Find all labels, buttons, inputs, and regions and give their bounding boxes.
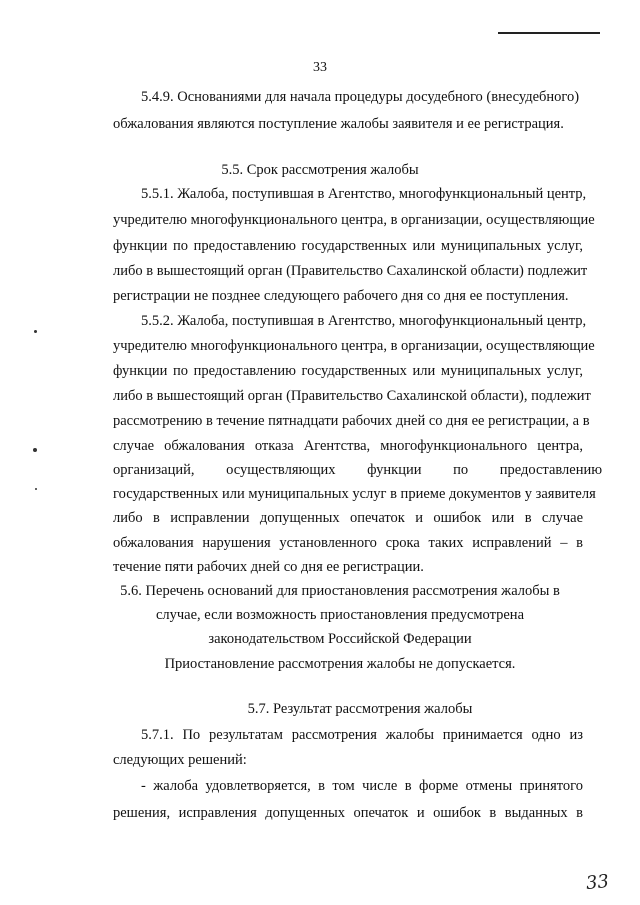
scan-speck [34,330,37,333]
text-line: случае обжалования отказа Агентства, многофункционального центра, [113,438,583,454]
text-line: функции по предоставлению государственных или муниципальных услуг, [113,238,583,254]
text-line: течение пяти рабочих дней со дня ее регистрации. [113,559,424,575]
text-line: функции по предоставлению государственных или муниципальных услуг, [113,363,583,379]
text-line: регистрации не позднее следующего рабочего дня со дня ее поступления. [113,288,569,304]
text-line: 5.5.1. Жалоба, поступившая в Агентство, многофункциональный центр, [141,186,587,202]
page-number: 33 [313,60,327,75]
text-line: организаций, осуществляющих функции по предоставлению [113,462,603,478]
text-line: 5.5.2. Жалоба, поступившая в Агентство, многофункциональный центр, [141,313,587,329]
section-heading: 5.6. Перечень оснований для приостановления рассмотрения жалобы в [120,583,560,599]
text-line: рассмотрению в течение пятнадцати рабочих дней со дня ее регистрации, а в [113,413,590,429]
section-heading: 5.5. Срок рассмотрения жалобы [221,162,419,178]
top-rule [498,32,600,34]
text-line: учредителю многофункционального центра, в организации, осуществляющие [113,338,595,354]
text-line: либо в исправлении допущенных опечаток и ошибок или в случае [113,510,583,526]
text-line: учредителю многофункционального центра, в организации, осуществляющие [113,212,595,228]
text-line: либо в вышестоящий орган (Правительство Сахалинской области), подлежит [113,388,591,404]
handwritten-page-number: 33 [584,870,610,895]
scan-speck [33,448,37,452]
text-line: обжалования нарушения установленного срока таких исправлений – в [113,535,583,551]
text-line: - жалоба удовлетворяется, в том числе в форме отмены принятого [141,778,583,794]
section-heading: 5.7. Результат рассмотрения жалобы [247,701,473,717]
text-line: Приостановление рассмотрения жалобы не допускается. [164,656,516,672]
text-line: 5.4.9. Основаниями для начала процедуры досудебного (внесудебного) [141,89,580,105]
text-line: решения, исправления допущенных опечаток и ошибок в выданных в [113,805,583,821]
scan-speck [35,488,37,490]
text-line: 5.7.1. По результатам рассмотрения жалобы принимается одно из [141,727,583,743]
text-line: либо в вышестоящий орган (Правительство Сахалинской области) подлежит [113,263,588,279]
section-heading: случае, если возможность приостановления предусмотрена [155,607,525,623]
text-line: государственных или муниципальных услуг в приеме документов у заявителя [113,486,596,502]
section-heading: законодательством Российской Федерации [208,631,472,647]
text-line: следующих решений: [113,752,247,768]
text-line: обжалования являются поступление жалобы заявителя и ее регистрация. [113,116,564,132]
